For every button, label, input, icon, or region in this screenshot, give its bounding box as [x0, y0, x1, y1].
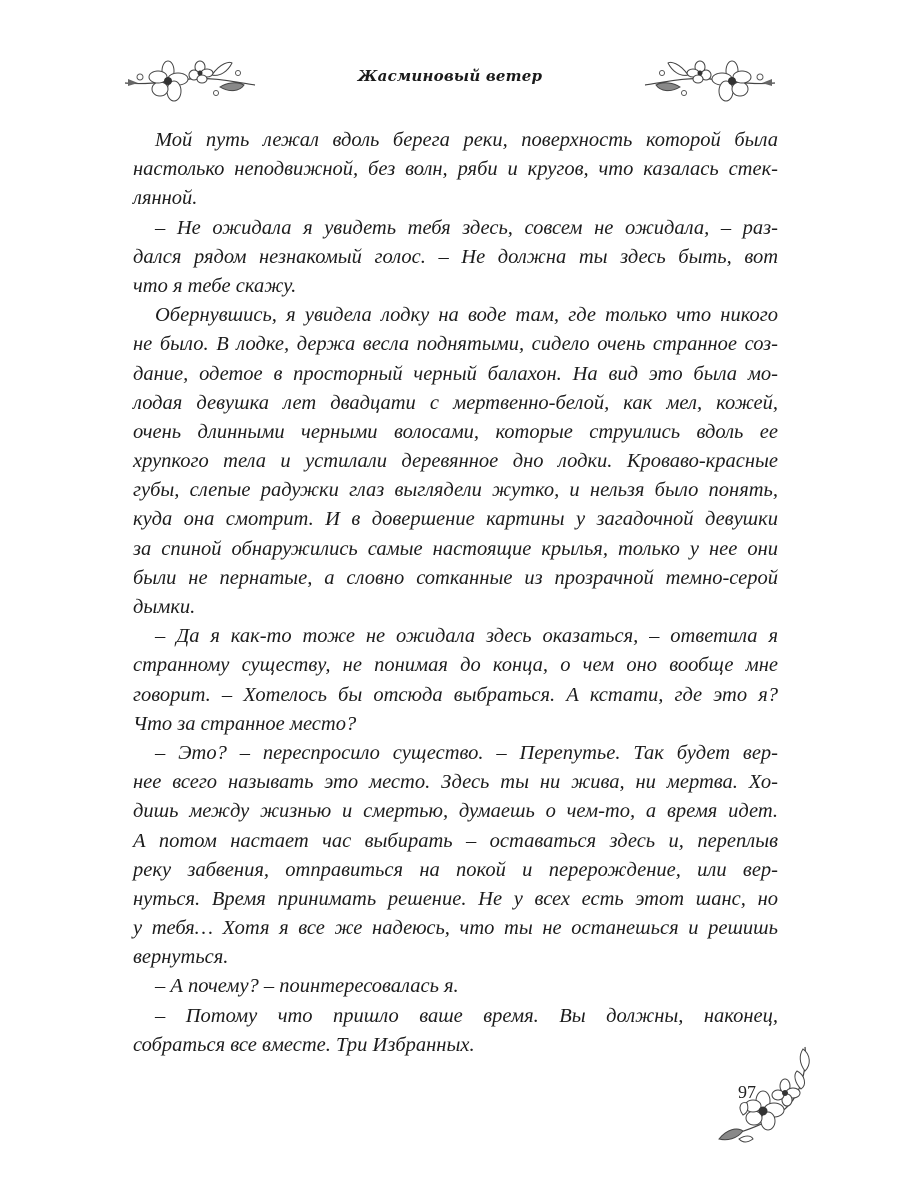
text-line: были не пернатые, а словно сотканные из прозрачной темно-серой	[133, 566, 778, 589]
body-text	[133, 126, 778, 1060]
text-line: говорит. – Хотелось бы отсюда выбраться. А кстати, где это я?	[133, 683, 778, 706]
page-number: 97	[738, 1082, 756, 1102]
text-line: Мой путь лежал вдоль берега реки, поверхность которой была	[155, 129, 778, 151]
text-line: А потом настает час выбирать – оставаться здесь и, переплыв	[133, 829, 778, 852]
text-line: очень длинными черными волосами, которые струились вдоль ее	[133, 420, 778, 443]
text-line: – Это? – переспросило существо. – Перепутье. Так будет вер-	[155, 741, 778, 764]
text-line: не было. В лодке, держа весла поднятыми, сидело очень странное соз-	[133, 333, 778, 356]
text-line: дымки.	[133, 596, 196, 618]
text-line: странному существу, не понимая до конца, о чем оно вообще мне	[133, 654, 778, 677]
text-line: за спиной обнаружились самые настоящие крылья, только у нее они	[133, 537, 778, 560]
running-title: Жасминовый ветер	[357, 67, 543, 85]
text-line: нуться. Время принимать решение. Не у всех есть этот шанс, но	[133, 887, 778, 910]
page-header	[100, 55, 800, 105]
text-line: дание, одетое в просторный черный балахон. На вид это была мо-	[133, 362, 778, 385]
text-line: – Да я как-то тоже не ожидала здесь оказаться, – ответила я	[155, 625, 778, 648]
text-line: – Не ожидала я увидеть тебя здесь, совсем не ожидала, – раз-	[155, 216, 778, 239]
text-line: дался рядом незнакомый голос. – Не должна ты здесь быть, вот	[133, 245, 778, 268]
text-line: хрупкого тела и устилали деревянное дно лодки. Кроваво-красные	[133, 450, 778, 473]
text-line: Обернувшись, я увидела лодку на воде там, где только что никого	[155, 304, 778, 327]
text-line: вернуться.	[133, 946, 229, 969]
text-line: что я тебе скажу.	[133, 274, 297, 297]
text-line: Что за странное место?	[133, 712, 357, 735]
text-line: дишь между жизнью и смертью, думаешь о чем-то, а время идет.	[133, 800, 778, 823]
text-line: лодая девушка лет двадцати с мертвенно-белой, как мел, кожей,	[133, 391, 778, 414]
text-line: настолько неподвижной, без волн, ряби и кругов, что казалась стек-	[133, 158, 778, 181]
text-line: – Потому что пришло ваше время. Вы должны, наконец,	[155, 1004, 778, 1027]
floral-corner-icon	[715, 1045, 820, 1145]
text-line: нее всего называть это место. Здесь ты ни жива, ни мертва. Хо-	[133, 771, 778, 794]
text-line: губы, слепые радужки глаз выглядели жутко, и нельзя было понять,	[133, 479, 778, 502]
floral-branch-icon	[640, 55, 780, 105]
text-line: у тебя… Хотя я все же надеюсь, что ты не останешься и решишь	[133, 917, 778, 940]
text-line: – А почему? – поинтересовалась я.	[155, 975, 459, 998]
text-line: собраться все вместе. Три Избранных.	[133, 1033, 475, 1056]
text-line: лянной.	[133, 187, 198, 210]
text-line: реку забвения, отправиться на покой и перерождение, или вер-	[133, 858, 778, 881]
text-line: куда она смотрит. И в довершение картины у загадочной девушки	[133, 508, 778, 531]
